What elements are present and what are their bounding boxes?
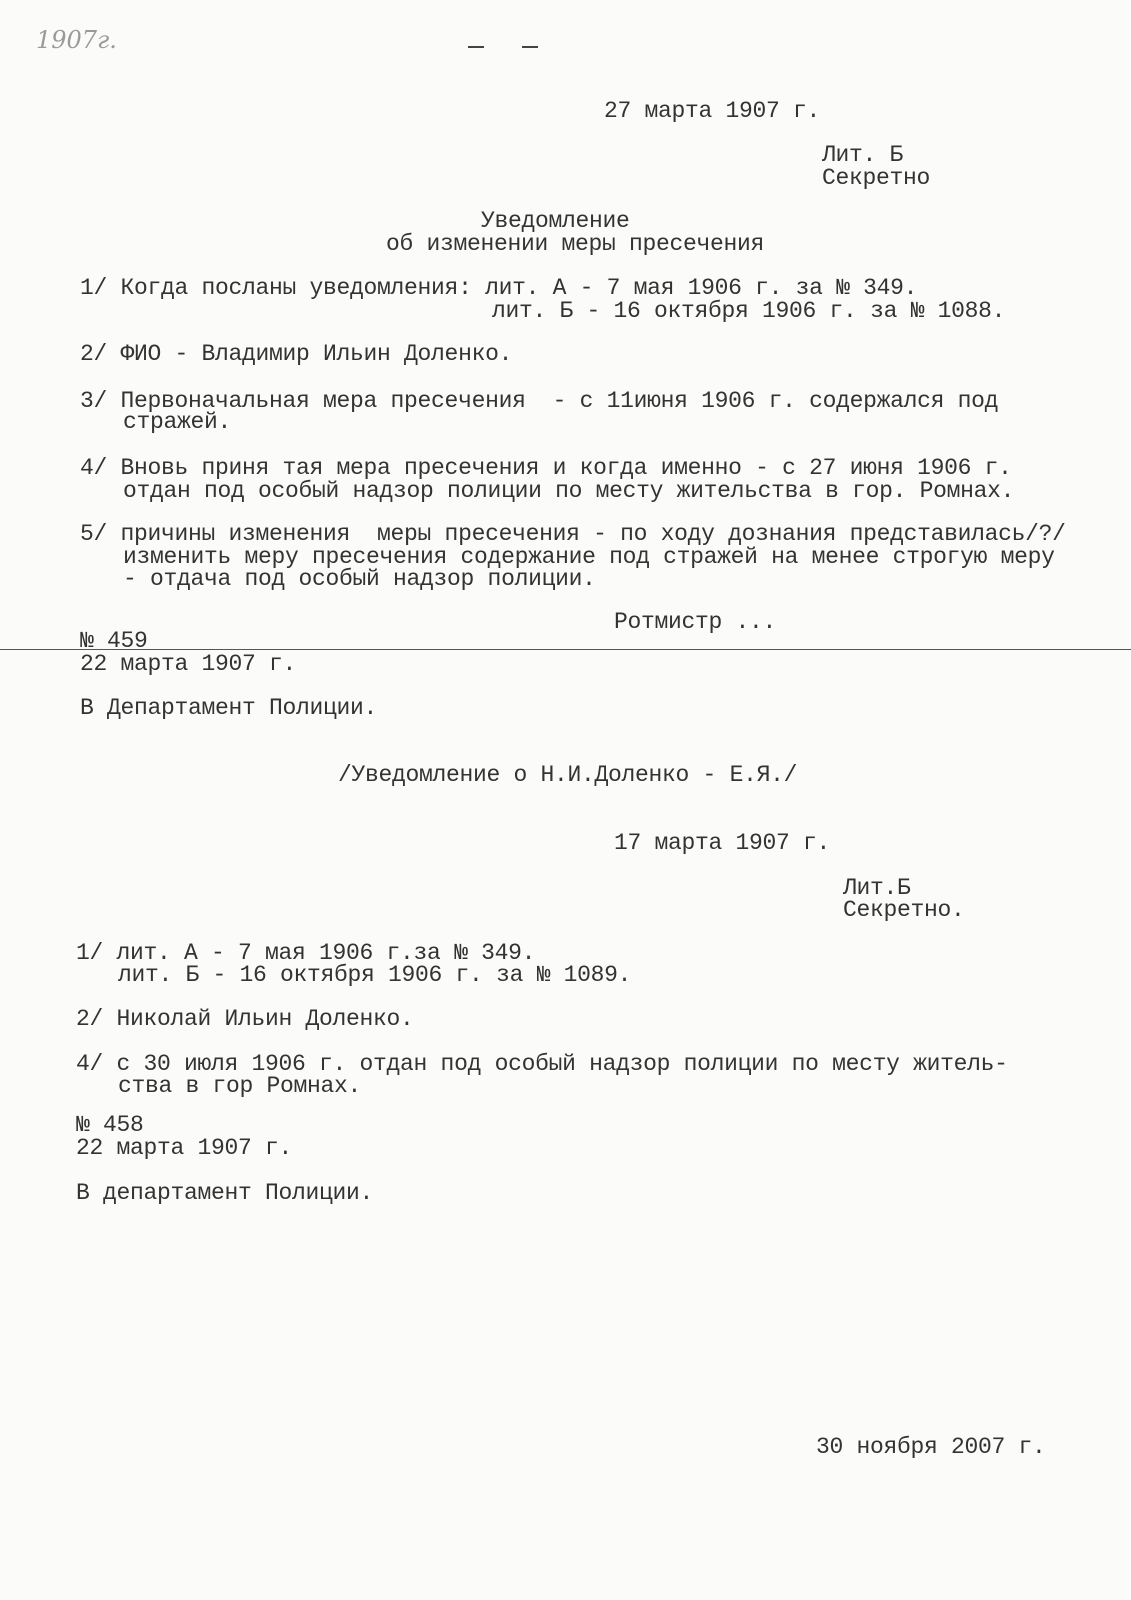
doc1-signature: Ротмистр ...	[614, 609, 777, 635]
doc2-date: 17 марта 1907 г.	[614, 830, 831, 856]
doc2-item-2: 2/ Николай Ильин Доленко.	[76, 1006, 414, 1032]
doc1-item-2: 2/ ФИО - Владимир Ильин Доленко.	[80, 341, 513, 367]
doc1-title: Уведомление	[481, 208, 630, 234]
doc1-outgoing-date: 22 марта 1907 г.	[80, 651, 297, 677]
doc1-item-4-cont: отдан под особый надзор полиции по месту жительства в гор. Ромнах.	[123, 478, 1015, 504]
doc2-item-1: 1/ лит. А - 7 мая 1906 г.за № 349.	[76, 940, 536, 966]
doc1-item-1-cont: лит. Б - 16 октября 1906 г. за № 1088.	[492, 298, 1006, 324]
doc2-heading: /Уведомление о Н.И.Доленко - Е.Я./	[338, 762, 798, 788]
archive-footer-date: 30 ноября 2007 г.	[816, 1434, 1046, 1460]
doc2-addressee: В департамент Полиции.	[76, 1180, 374, 1206]
doc1-date: 27 марта 1907 г.	[604, 98, 821, 124]
doc2-outgoing-number: № 458	[76, 1112, 144, 1138]
doc1-category: Лит. Б	[822, 142, 904, 168]
doc2-item-1-cont: лит. Б - 16 октября 1906 г. за № 1089.	[118, 962, 632, 988]
doc1-item-5-line3: - отдача под особый надзор полиции.	[123, 566, 596, 592]
doc1-item-4: 4/ Вновь приня тая мера пресечения и когда именно - с 27 июня 1906 г.	[80, 455, 1012, 481]
doc1-item-3-cont: стражей.	[123, 409, 232, 435]
header-dash-left	[468, 46, 484, 48]
doc1-outgoing-number: № 459	[80, 628, 148, 654]
doc2-item-4: 4/ с 30 июля 1906 г. отдан под особый надзор полиции по месту житель-	[76, 1051, 1008, 1077]
doc1-item-1: 1/ Когда посланы уведомления: лит. А - 7 мая 1906 г. за № 349.	[80, 275, 918, 301]
doc2-secrecy: Секретно.	[843, 897, 965, 923]
doc1-addressee: В Департамент Полиции.	[80, 695, 378, 721]
header-dash-right	[522, 46, 538, 48]
doc2-item-4-cont: ства в гор Ромнах.	[118, 1073, 362, 1099]
doc2-outgoing-date: 22 марта 1907 г.	[76, 1135, 293, 1161]
doc2-category: Лит.Б	[843, 875, 911, 901]
doc1-subtitle: об изменении меры пресечения	[386, 231, 765, 257]
section-divider	[0, 649, 1131, 650]
doc1-secrecy: Секретно	[822, 165, 931, 191]
doc1-item-5-line2: изменить меру пресечения содержание под стражей на менее строгую меру	[123, 544, 1055, 570]
archive-corner-note: 1907г.	[36, 26, 117, 54]
doc1-item-3: 3/ Первоначальная мера пресечения - с 11июня 1906 г. содержался под	[80, 388, 999, 414]
doc1-item-5: 5/ причины изменения меры пресечения - по ходу дознания представилась/?/	[80, 521, 1066, 547]
